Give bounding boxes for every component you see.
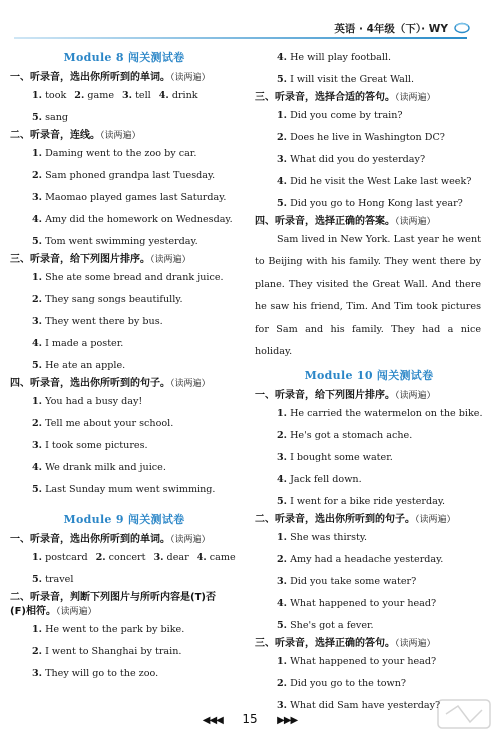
list-item <box>277 425 483 447</box>
page-footer <box>0 712 500 726</box>
item-text: Did you go to Hong Kong last year? <box>287 198 463 209</box>
list-item <box>32 355 238 377</box>
list-item <box>277 105 483 127</box>
item-number: 3. <box>277 700 288 712</box>
module-8-title: Module 8 闯关测试卷 <box>63 51 185 64</box>
header-rule <box>14 37 467 39</box>
question-heading: 一、听录音，选出你所听到的单词。（读两遍） <box>10 72 211 83</box>
item-text: Daming went to the zoo by car. <box>42 148 197 159</box>
item-number: 4. <box>277 598 288 610</box>
list-item <box>32 209 238 231</box>
word-text: tell <box>132 90 151 101</box>
item-text: Tell me about your school. <box>42 418 174 429</box>
question-heading: 三、听录音，选择合适的答句。（读两遍） <box>255 92 436 103</box>
word-number: 5. <box>32 574 43 585</box>
word-number: 2. <box>95 552 106 563</box>
item-number: 4. <box>277 176 288 187</box>
item-number: 5. <box>32 236 43 247</box>
item-text: What did you do yesterday? <box>287 154 426 165</box>
item-text: They sang songs beautifully. <box>42 294 183 305</box>
item-text: Last Sunday mum went swimming. <box>42 484 216 495</box>
item-text: She's got a fever. <box>287 620 374 632</box>
sentence-list <box>10 267 238 377</box>
question-heading: 一、听录音，给下列图片排序。（读两遍） <box>255 390 436 402</box>
next-arrows-icon: ▶▶▶ <box>277 715 298 726</box>
item-number: 4. <box>32 338 43 349</box>
item-number: 3. <box>32 192 43 203</box>
item-text: He's got a stomach ache. <box>287 430 413 442</box>
word-number: 4. <box>158 90 169 101</box>
question-heading: 三、听录音，选择正确的答句。（读两遍） <box>255 638 436 650</box>
item-text: Tom went swimming yesterday. <box>42 236 198 247</box>
item-text: They went there by bus. <box>42 316 163 327</box>
header-title: 英语 · 4年级（下）· WY <box>334 23 448 35</box>
word-text: concert <box>105 552 146 563</box>
item-number: 5. <box>277 198 288 209</box>
list-item <box>32 311 238 333</box>
item-text: What happened to your head? <box>287 656 437 668</box>
list-item <box>277 171 483 193</box>
item-text: Sam phoned grandpa last Tuesday. <box>42 170 216 181</box>
list-item <box>277 447 483 469</box>
list-item <box>32 187 238 209</box>
item-number: 4. <box>277 474 288 486</box>
sentence-list <box>255 105 483 215</box>
list-item <box>277 491 483 513</box>
item-text: She was thirsty. <box>287 532 368 544</box>
item-text: You had a busy day! <box>42 396 143 407</box>
item-number: 3. <box>277 576 288 588</box>
word-text: travel <box>42 574 74 585</box>
item-number: 2. <box>277 678 288 690</box>
word-text: took <box>42 90 67 101</box>
list-item <box>277 403 483 425</box>
sentence-list <box>10 619 238 685</box>
sentence-list <box>255 403 483 513</box>
list-item <box>277 193 483 215</box>
sentence-list <box>255 47 483 91</box>
list-item <box>32 165 238 187</box>
question-heading: 四、听录音，选出你所听到的句子。（读两遍） <box>10 378 211 389</box>
item-number: 3. <box>32 668 43 679</box>
sentence-list <box>10 391 238 501</box>
item-text: I made a poster. <box>42 338 124 349</box>
question-heading: 二、听录音，连线。（读两遍） <box>10 130 141 141</box>
list-item <box>32 143 238 165</box>
item-number: 3. <box>277 154 288 165</box>
item-number: 2. <box>32 170 43 181</box>
list-item <box>277 127 483 149</box>
item-number: 4. <box>32 214 43 225</box>
item-number: 2. <box>32 294 43 305</box>
question-heading: 二、听录音，选出你所听到的句子。（读两遍） <box>255 514 456 526</box>
item-number: 4. <box>277 52 288 63</box>
item-number: 2. <box>32 418 43 429</box>
item-number: 5. <box>277 620 288 632</box>
list-item <box>277 615 483 637</box>
word-number: 3. <box>122 90 133 101</box>
list-item <box>32 267 238 289</box>
word-list <box>32 569 238 591</box>
item-number: 5. <box>277 74 288 85</box>
item-number: 3. <box>277 452 288 464</box>
item-number: 3. <box>32 316 43 327</box>
left-column <box>10 47 238 685</box>
item-text: Does he live in Washington DC? <box>287 132 445 143</box>
word-list <box>32 107 238 129</box>
list-item <box>32 289 238 311</box>
item-number: 4. <box>32 462 43 473</box>
word-number: 3. <box>153 552 164 563</box>
word-text: came <box>206 552 236 563</box>
list-item <box>32 619 238 641</box>
word-number: 1. <box>32 90 43 101</box>
item-text: He carried the watermelon on the bike. <box>287 408 483 420</box>
question-heading: 二、听录音，判断下列图片与所听内容是(T)否 (F)相符。（读两遍） <box>10 592 216 617</box>
list-item <box>32 391 238 413</box>
list-item <box>277 673 483 695</box>
sentence-list <box>10 143 238 253</box>
cloud-icon <box>454 20 470 34</box>
item-text: Did you come by train? <box>287 110 403 121</box>
item-text: Did he visit the West Lake last week? <box>287 176 472 187</box>
list-item <box>32 435 238 457</box>
question-heading: 三、听录音，给下列图片排序。（读两遍） <box>10 254 191 265</box>
item-text: He went to the park by bike. <box>42 624 185 635</box>
item-text: Amy did the homework on Wednesday. <box>42 214 233 225</box>
list-item <box>32 457 238 479</box>
item-number: 5. <box>32 360 43 371</box>
item-number: 1. <box>277 656 288 668</box>
item-text: Did you take some water? <box>287 576 417 588</box>
item-number: 3. <box>32 440 43 451</box>
page-number: 15 <box>242 712 258 726</box>
list-item <box>32 333 238 355</box>
list-item <box>277 571 483 593</box>
list-item <box>277 651 483 673</box>
word-text: postcard <box>42 552 88 563</box>
item-text: He ate an apple. <box>42 360 126 371</box>
list-item <box>32 413 238 435</box>
list-item <box>277 549 483 571</box>
item-number: 1. <box>32 148 43 159</box>
item-text: I bought some water. <box>287 452 393 464</box>
right-column <box>255 47 483 717</box>
item-number: 5. <box>277 496 288 508</box>
item-number: 2. <box>277 430 288 442</box>
word-number: 2. <box>74 90 85 101</box>
list-item <box>32 663 238 685</box>
item-text: I took some pictures. <box>42 440 148 451</box>
word-list <box>32 547 238 569</box>
item-number: 1. <box>277 110 288 121</box>
list-item <box>277 47 483 69</box>
list-item <box>277 469 483 491</box>
item-number: 2. <box>32 646 43 657</box>
item-number: 1. <box>277 408 288 420</box>
item-text: Did you go to the town? <box>287 678 407 690</box>
item-text: Jack fell down. <box>287 474 362 486</box>
reading-passage: Sam lived in New York. Last year he went to Beijing with his family. They went there by plane. They visited the Great Wall. And there he saw his friend, Tim. And Tim took pictures for Sam and his family. They had a nice holiday. <box>255 234 481 358</box>
list-item <box>32 641 238 663</box>
prev-arrows-icon: ◀◀◀ <box>202 715 223 726</box>
item-number: 1. <box>32 272 43 283</box>
item-text: He will play football. <box>287 52 392 63</box>
word-list <box>32 85 238 107</box>
item-number: 1. <box>277 532 288 544</box>
word-text: drink <box>168 90 198 101</box>
list-item <box>277 527 483 549</box>
item-text: I went to Shanghai by train. <box>42 646 182 657</box>
item-text: Maomao played games last Saturday. <box>42 192 227 203</box>
word-number: 5. <box>32 112 43 123</box>
word-number: 1. <box>32 552 43 563</box>
list-item <box>277 593 483 615</box>
sentence-list <box>255 527 483 637</box>
word-text: sang <box>42 112 69 123</box>
item-number: 1. <box>32 396 43 407</box>
module-10-title: Module 10 闯关测试卷 <box>304 369 434 383</box>
item-number: 5. <box>32 484 43 495</box>
item-text: I will visit the Great Wall. <box>287 74 415 85</box>
list-item <box>32 231 238 253</box>
item-text: Amy had a headache yesterday. <box>287 554 444 566</box>
item-text: She ate some bread and drank juice. <box>42 272 224 283</box>
module-9-title: Module 9 闯关测试卷 <box>63 513 185 526</box>
list-item <box>32 479 238 501</box>
item-number: 1. <box>32 624 43 635</box>
word-number: 4. <box>196 552 207 563</box>
list-item <box>277 149 483 171</box>
item-text: What did Sam have yesterday? <box>287 700 441 712</box>
item-number: 2. <box>277 554 288 566</box>
watermark-stamp-icon <box>434 694 494 734</box>
word-text: game <box>84 90 114 101</box>
item-text: I went for a bike ride yesterday. <box>287 496 446 508</box>
question-heading: 四、听录音，选择正确的答案。（读两遍） <box>255 216 436 227</box>
page-header <box>0 0 500 46</box>
list-item <box>277 69 483 91</box>
item-number: 2. <box>277 132 288 143</box>
item-text: What happened to your head? <box>287 598 437 610</box>
word-text: dear <box>163 552 189 563</box>
item-text: They will go to the zoo. <box>42 668 159 679</box>
question-heading: 一、听录音，选出你所听到的单词。（读两遍） <box>10 534 211 545</box>
item-text: We drank milk and juice. <box>42 462 166 473</box>
